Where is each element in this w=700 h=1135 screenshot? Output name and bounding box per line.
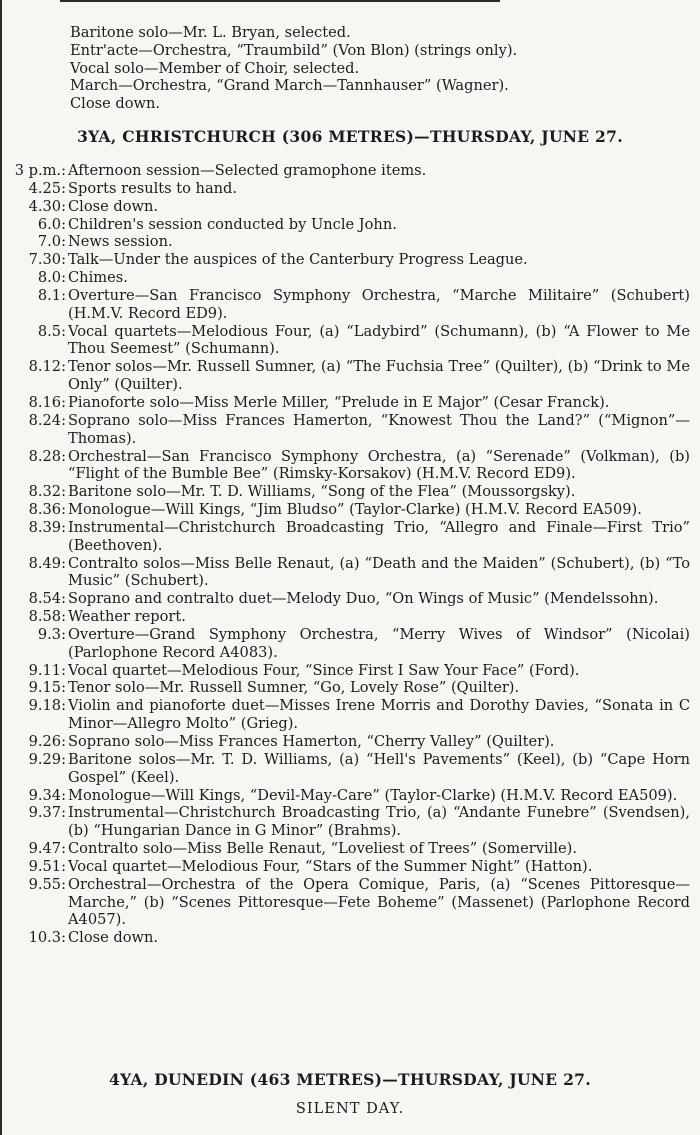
entry-description: Soprano solo—Miss Frances Hamerton, “Cherry Valley” (Quilter). — [68, 733, 555, 750]
programme-entry — [0, 162, 700, 180]
programme-entry — [0, 804, 700, 840]
programme-entry — [0, 929, 700, 947]
entry-time: 8.16: — [28, 393, 66, 411]
entry-description: Afternoon session—Selected gramophone items. — [68, 162, 427, 179]
entry-description: Vocal quartet—Melodious Four, “Since First I Saw Your Face” (Ford). — [68, 661, 580, 679]
programme-entry — [0, 519, 700, 555]
entry-time: 7.30: — [28, 251, 66, 269]
programme-line: Baritone solo—Mr. L. Bryan, selected. — [70, 24, 351, 41]
entry-description: Baritone solos—Mr. T. D. Williams, (a) “Hell's Pavements” (Keel), (b) “Cape Horn Gospel” (Keel). — [68, 750, 690, 786]
entry-time: 9.51: — [28, 857, 66, 875]
entry-description: Monologue—Will Kings, “Jim Bludso” (Taylor-Clarke) (H.M.V. Record EA509). — [68, 501, 642, 519]
entry-description: Vocal quartet—Melodious Four, “Stars of the Summer Night” (Hatton). — [68, 857, 593, 875]
programme-line: Vocal solo—Member of Choir, selected. — [70, 59, 360, 77]
entry-description: Vocal quartets—Melodious Four, (a) “Ladybird” (Schumann), (b) “A Flower to Me Thou Seemest” (Schumann). — [68, 322, 690, 358]
entry-description: Children's session conducted by Uncle John. — [68, 215, 397, 233]
entry-time: 9.29: — [28, 750, 66, 768]
entry-description: Tenor solos—Mr. Russell Sumner, (a) “The Fuchsia Tree” (Quilter), (b) “Drink to Me Only” (Quilter). — [68, 358, 690, 394]
entry-time: 9.26: — [28, 733, 66, 750]
entry-description: Tenor solo—Mr. Russell Sumner, “Go, Lovely Rose” (Quilter). — [68, 679, 520, 697]
entry-time: 9.18: — [28, 697, 66, 715]
entry-description: Sports results to hand. — [68, 179, 238, 197]
programme-entry — [0, 608, 700, 626]
programme-entry — [0, 751, 700, 787]
page-edge-top-rule — [60, 0, 500, 2]
entry-description: Monologue—Will Kings, “Devil-May-Care” (Taylor-Clarke) (H.M.V. Record EA509). — [68, 786, 678, 804]
entry-time: 8.39: — [28, 518, 66, 536]
entry-description: Pianoforte solo—Miss Merle Miller, “Prelude in E Major” (Cesar Franck). — [68, 393, 610, 411]
programme-entry — [0, 626, 700, 662]
entry-time: 9.37: — [28, 804, 66, 822]
programme-entry — [0, 269, 700, 287]
entry-description: Close down. — [68, 929, 159, 947]
entry-description: Soprano and contralto duet—Melody Duo, “On Wings of Music” (Mendelssohn). — [68, 590, 659, 608]
programme-entry — [0, 287, 700, 323]
entry-time: 8.1: — [37, 286, 66, 304]
entry-time: 3 p.m.: — [14, 162, 66, 179]
programme-entry — [0, 787, 700, 805]
entry-description: Chimes. — [68, 269, 128, 287]
entry-time: 7.0: — [37, 233, 66, 251]
entry-time: 9.47: — [28, 840, 66, 858]
entry-description: Talk—Under the auspices of the Canterbury Progress League. — [68, 251, 528, 269]
silent-day-notice: SILENT DAY. — [295, 1100, 405, 1117]
programme-entry — [0, 876, 700, 930]
entry-time: 8.12: — [28, 358, 66, 376]
entry-time: 9.3: — [37, 625, 66, 643]
programme-entry — [0, 733, 700, 751]
entry-time: 10.3: — [28, 929, 66, 947]
entry-description: Overture—Grand Symphony Orchestra, “Merry Wives of Windsor” (Nicolai) (Parlophone Record A4083). — [68, 625, 690, 661]
programme-entry — [0, 412, 700, 448]
entry-time: 9.34: — [28, 786, 66, 804]
entry-time: 9.55: — [28, 875, 66, 893]
entry-description: Violin and pianoforte duet—Misses Irene Morris and Dorothy Davies, “Sonata in C Minor—Allegro Molto” (Grieg). — [68, 697, 690, 733]
programme-entry — [0, 858, 700, 876]
programme-entry — [0, 590, 700, 608]
programme-entry — [0, 198, 700, 216]
entry-time: 4.25: — [28, 179, 66, 197]
entry-description: Instrumental—Christchurch Broadcasting Trio, “Allegro and Finale—First Trio” (Beethoven). — [68, 518, 690, 554]
programme-entry — [0, 180, 700, 198]
entry-time: 9.15: — [28, 679, 66, 697]
entry-time: 8.36: — [28, 501, 66, 519]
entry-description: Contralto solo—Miss Belle Renaut, “Loveliest of Trees” (Somerville). — [68, 840, 577, 858]
entry-time: 8.5: — [37, 322, 66, 340]
programme-entry — [0, 662, 700, 680]
entry-description: Baritone solo—Mr. T. D. Williams, “Song of the Flea” (Moussorgsky). — [68, 483, 576, 501]
programme-entry — [0, 448, 700, 484]
programme-entry — [0, 483, 700, 501]
entry-description: Weather report. — [68, 608, 186, 626]
programme-entry — [0, 697, 700, 733]
entry-description: Orchestral—San Francisco Symphony Orchestra, (a) “Serenade” (Volkman), (b) “Flight of the Bumble Bee” (Rimsky-Korsakov) (H.M.V. Record ED9). — [68, 447, 690, 483]
entry-time: 8.0: — [37, 269, 66, 287]
entry-description: Contralto solos—Miss Belle Renaut, (a) “Death and the Maiden” (Schubert), (b) “To Music” (Schubert). — [68, 554, 690, 590]
entry-time: 4.30: — [28, 197, 66, 215]
entry-time: 8.32: — [28, 483, 66, 501]
entry-time: 9.11: — [28, 661, 66, 679]
programme-entry — [0, 323, 700, 359]
entry-description: Overture—San Francisco Symphony Orchestra, “Marche Militaire” (Schubert) (H.M.V. Record ED9). — [68, 286, 690, 322]
programme-entry — [0, 394, 700, 412]
programme-entry — [0, 501, 700, 519]
programme-entry — [0, 233, 700, 251]
entry-time: 8.54: — [28, 590, 66, 608]
entry-time: 8.49: — [28, 554, 66, 572]
entry-description: Orchestral—Orchestra of the Opera Comique, Paris, (a) “Scenes Pittoresque—Marche,” (b) “Scenes Pittoresque—Fete Boheme” (Massenet) (Parlophone Record A4057). — [68, 875, 690, 929]
programme-entry — [0, 251, 700, 269]
entry-time: 8.58: — [28, 608, 66, 626]
programme-list-3ya — [0, 162, 700, 947]
station-3ya-heading: 3YA, CHRISTCHURCH (306 METRES)—THURSDAY, JUNE 27. — [77, 127, 623, 146]
programme-line: March—Orchestra, “Grand March—Tannhauser” (Wagner). — [70, 77, 509, 95]
programme-entry — [0, 216, 700, 234]
programme-entry — [0, 358, 700, 394]
entry-time: 8.24: — [28, 411, 66, 429]
entry-description: Close down. — [68, 197, 159, 215]
previous-programme-tail — [70, 24, 517, 113]
programme-entry — [0, 840, 700, 858]
programme-line: Close down. — [70, 95, 161, 113]
entry-description: Instrumental—Christchurch Broadcasting Trio, (a) “Andante Funebre” (Svendsen), (b) “Hungarian Dance in G Minor” (Brahms). — [68, 804, 690, 840]
programme-line: Entr'acte—Orchestra, “Traumbild” (Von Blon) (strings only). — [70, 41, 518, 59]
station-4ya-heading: 4YA, DUNEDIN (463 METRES)—THURSDAY, JUNE 27. — [109, 1070, 591, 1089]
entry-description: Soprano solo—Miss Frances Hamerton, “Knowest Thou the Land?” (“Mignon”—Thomas). — [68, 411, 690, 447]
entry-time: 6.0: — [37, 215, 66, 233]
entry-description: News session. — [68, 233, 173, 251]
programme-entry — [0, 555, 700, 591]
programme-entry — [0, 679, 700, 697]
entry-time: 8.28: — [28, 447, 66, 465]
